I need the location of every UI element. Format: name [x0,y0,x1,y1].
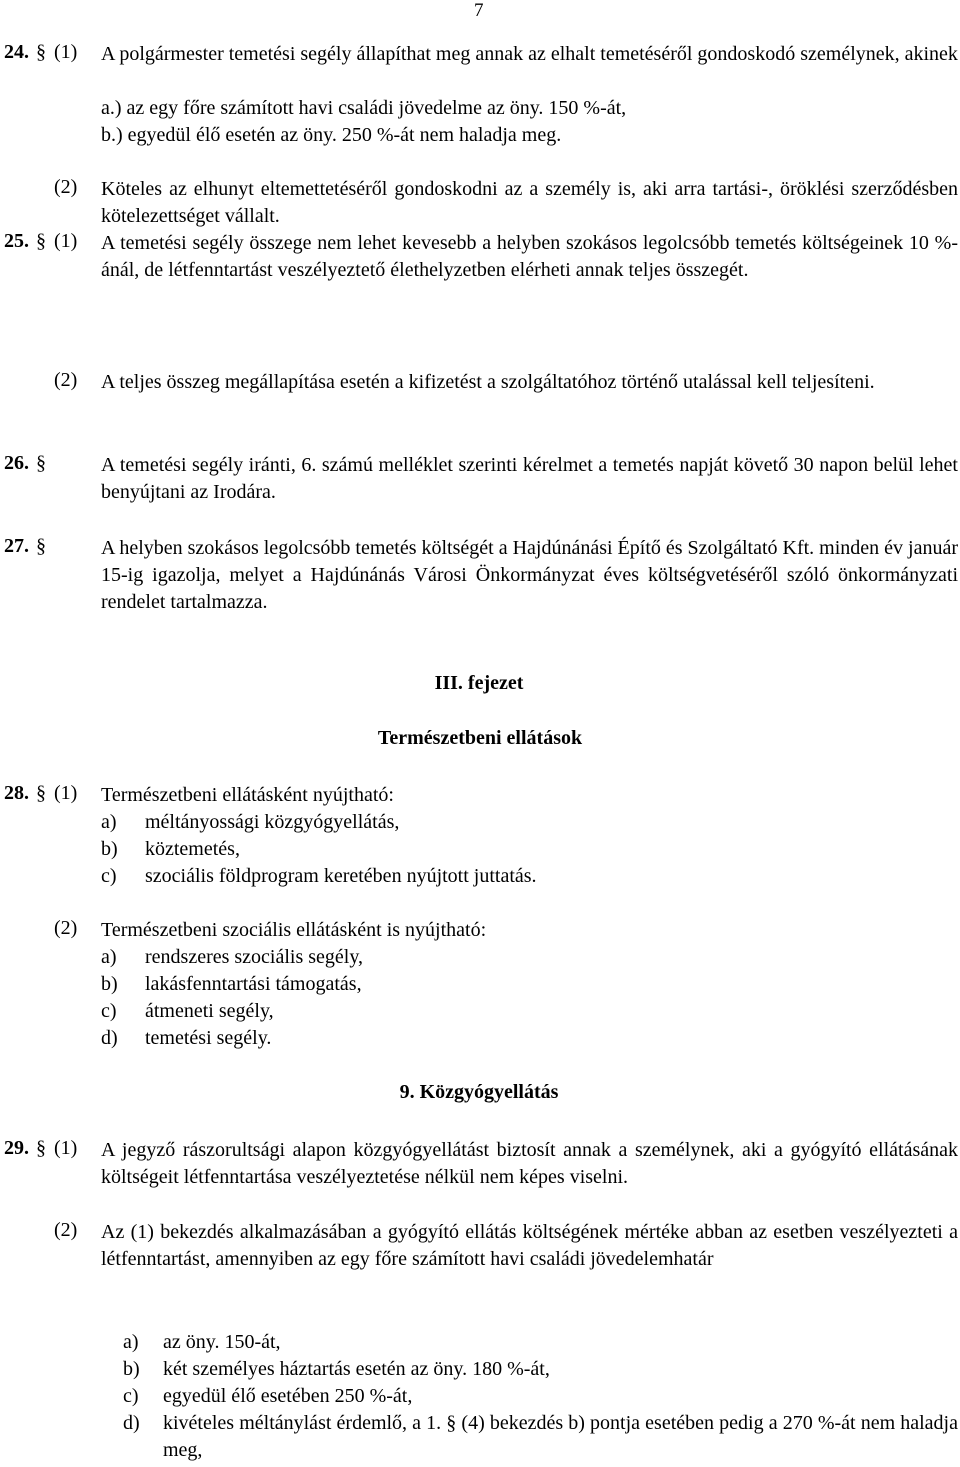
list-item: kivételes méltánylást érdemlő, a 1. § (4) bekezdés b) pontja esetében pedig a 270 %-át nem haladja meg, [163,1412,958,1461]
section-symbol: § [36,782,46,804]
section-number: 24. [4,41,29,63]
page-number: 7 [474,0,484,21]
section-number: 25. [4,230,29,252]
list-item: átmeneti segély, [145,1000,274,1022]
section-number: 29. [4,1137,29,1159]
section-symbol: § [36,230,46,252]
chapter-heading: III. fejezet [434,672,524,694]
paragraph-text: Köteles az elhunyt eltemettetéséről gondoskodni az a személy is, aki arra tartási-, öröklési szerződésben kötelezettséget vállalt. [101,178,958,227]
paragraph-text-content: A helyben szokásos legolcsóbb temetés költségét a Hajdúnánási Építő és Szolgáltató Kft. minden év január 15-ig igazolja, melyet a Hajdúnánás Városi Önkormányzat éves költségvetéséről szóló önkormányzati rendelet tartalmazza. [101,537,959,613]
list-item-letter: b) [101,838,118,860]
list-item: a.) az egy főre számított havi családi jövedelme az öny. 150 %-át, [101,97,627,119]
list-item: köztemetés, [145,838,240,860]
list-item: egyedül élő esetében 250 %-át, [163,1385,413,1407]
list-item: szociális földprogram keretében nyújtott juttatás. [145,865,537,887]
list-item-letter: b) [123,1358,140,1380]
section-number: 26. [4,452,29,474]
list-item-letter: a) [123,1331,139,1353]
paragraph-label: (2) [54,917,78,939]
paragraph-text [101,535,958,616]
section-symbol: § [36,41,46,63]
paragraph-label: (1) [54,1137,78,1159]
paragraph-text: A jegyző rászorultsági alapon közgyógyellátást biztosít annak a személynek, aki a gyógyító ellátásának költségeit létfenntartása veszélyeztetése nélkül nem képes viselni. [101,1139,958,1188]
paragraph-text: Az (1) bekezdés alkalmazásában a gyógyító ellátás költségének mértéke abban az esetben veszélyezteti a létfenntartást, amennyiben az egy főre számított havi családi jövedelemhatár [101,1221,958,1270]
section-symbol: § [36,452,46,474]
paragraph-label: (2) [54,176,78,198]
paragraph-text: A temetési segély összege nem lehet kevesebb a helyben szokásos legolcsóbb temetés költségeinek 10 %-ánál, de létfenntartást veszélyeztető élethelyzetben elérheti annak teljes összegét. [101,232,958,281]
paragraph-label: (1) [54,230,78,252]
list-item: az öny. 150-át, [163,1331,281,1353]
list-item-letter: a) [101,946,117,968]
list-item: lakásfenntartási támogatás, [145,973,362,995]
list-item-letter: a) [101,811,117,833]
paragraph-text: Természetbeni szociális ellátásként is nyújtható: [101,919,487,941]
paragraph-text: A polgármester temetési segély állapíthat meg annak az elhalt temetéséről gondoskodó személynek, akinek [101,43,958,65]
list-item-letter: c) [101,865,117,887]
paragraph-label: (1) [54,782,78,804]
paragraph-text: A temetési segély iránti, 6. számú melléklet szerinti kérelmet a temetés napját követő 30 napon belül lehet benyújtani az Irodára. [101,454,958,503]
list-item: két személyes háztartás esetén az öny. 180 %-át, [163,1358,550,1380]
paragraph-label: (2) [54,1219,78,1241]
section-number: 28. [4,782,29,804]
subsection-title: 9. Közgyógyellátás [399,1081,559,1103]
chapter-title: Természetbeni ellátások [377,727,583,749]
list-item-letter: b) [101,973,118,995]
list-item-letter: c) [123,1385,139,1407]
paragraph-text: A teljes összeg megállapítása esetén a kifizetést a szolgáltatóhoz történő utalással kell teljesíteni. [101,371,875,393]
paragraph-label: (1) [54,41,78,63]
section-symbol: § [36,535,46,557]
section-symbol: § [36,1137,46,1159]
paragraph-text: Természetbeni ellátásként nyújtható: [101,784,394,806]
list-item-letter: d) [123,1412,140,1434]
paragraph-label: (2) [54,369,78,391]
list-item: b.) egyedül élő esetén az öny. 250 %-át nem haladja meg. [101,124,562,146]
list-item: temetési segély. [145,1027,272,1049]
list-item-letter: c) [101,1000,117,1022]
section-number: 27. [4,535,29,557]
list-item: méltányossági közgyógyellátás, [145,811,400,833]
list-item-letter: d) [101,1027,118,1049]
list-item: rendszeres szociális segély, [145,946,364,968]
